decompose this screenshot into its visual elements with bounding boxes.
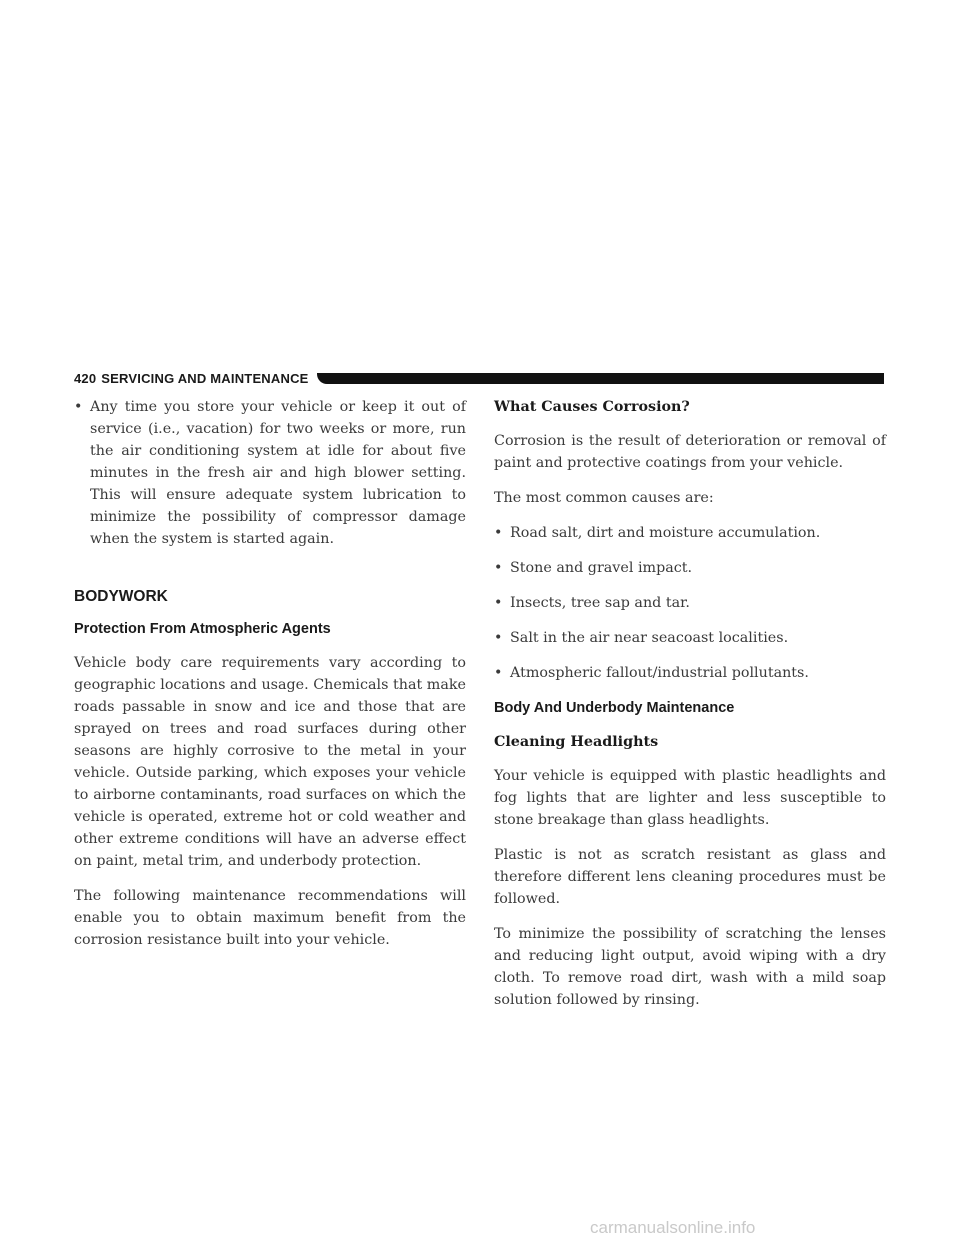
paragraph: The following maintenance recommendations will enable you to obtain maximum benefit from the corrosion resistance built into your vehicle. [74, 888, 466, 948]
bullet-icon: • [494, 560, 503, 576]
list-item [74, 396, 466, 550]
list-item-text: Stone and gravel impact. [510, 560, 693, 576]
bullet-icon: • [74, 399, 83, 415]
list-item [494, 592, 886, 614]
list-item [494, 522, 886, 544]
bullet-icon: • [494, 525, 503, 541]
list-item-text: Road salt, dirt and moisture accumulation. [510, 525, 821, 541]
list-item-text: Atmospheric fallout/industrial pollutants. [510, 665, 809, 681]
heading-corrosion: What Causes Corrosion? [494, 399, 690, 415]
page-header [74, 370, 884, 386]
paragraph: Corrosion is the result of deterioration or removal of paint and protective coatings from your vehicle. [494, 433, 886, 471]
list-item-text: Insects, tree sap and tar. [510, 595, 690, 611]
list-item [494, 627, 886, 649]
watermark: carmanualsonline.info [590, 1218, 756, 1237]
bullet-icon: • [494, 630, 503, 646]
page-number: 420 [74, 370, 97, 386]
left-column [74, 396, 466, 964]
paragraph: To minimize the possibility of scratching the lenses and reducing light output, avoid wiping with a dry cloth. To remove road dirt, wash with a mild soap solution followed by rinsing. [494, 926, 886, 1008]
list-item-text: Any time you store your vehicle or keep it out of service (i.e., vacation) for two weeks or more, run the air conditioning system at idle for about five minutes in the fresh air and high blower setting. This will ensure adequate system lubrication to minimize the possibility of compressor damage when the system is started again. [90, 399, 466, 547]
heading-protection: Protection From Atmospheric Agents [74, 621, 331, 637]
header-rule [317, 373, 884, 384]
heading-headlights: Cleaning Headlights [494, 734, 659, 750]
paragraph: Your vehicle is equipped with plastic headlights and fog lights that are lighter and less susceptible to stone breakage than glass headlights. [494, 768, 886, 828]
paragraph: Plastic is not as scratch resistant as glass and therefore different lens cleaning procedures must be followed. [494, 847, 886, 907]
heading-bodywork: BODYWORK [74, 588, 168, 605]
bullet-icon: • [494, 595, 503, 611]
heading-maintenance: Body And Underbody Maintenance [494, 700, 735, 716]
right-column [494, 396, 886, 1024]
bullet-icon: • [494, 665, 503, 681]
section-title: SERVICING AND MAINTENANCE [101, 370, 309, 386]
list-item-text: Salt in the air near seacoast localities. [510, 630, 789, 646]
paragraph: The most common causes are: [494, 490, 714, 506]
paragraph: Vehicle body care requirements vary according to geographic locations and usage. Chemicals that make roads passable in snow and ice and those that are sprayed on trees and road surfaces during other seasons are highly corrosive to the metal in your vehicle. Outside parking, which exposes your vehicle to airborne contaminants, road surfaces on which the vehicle is operated, extreme hot or cold weather and other extreme conditions will have an adverse effect on paint, metal trim, and underbody protection. [74, 655, 466, 869]
list-item [494, 557, 886, 579]
list-item [494, 662, 886, 684]
